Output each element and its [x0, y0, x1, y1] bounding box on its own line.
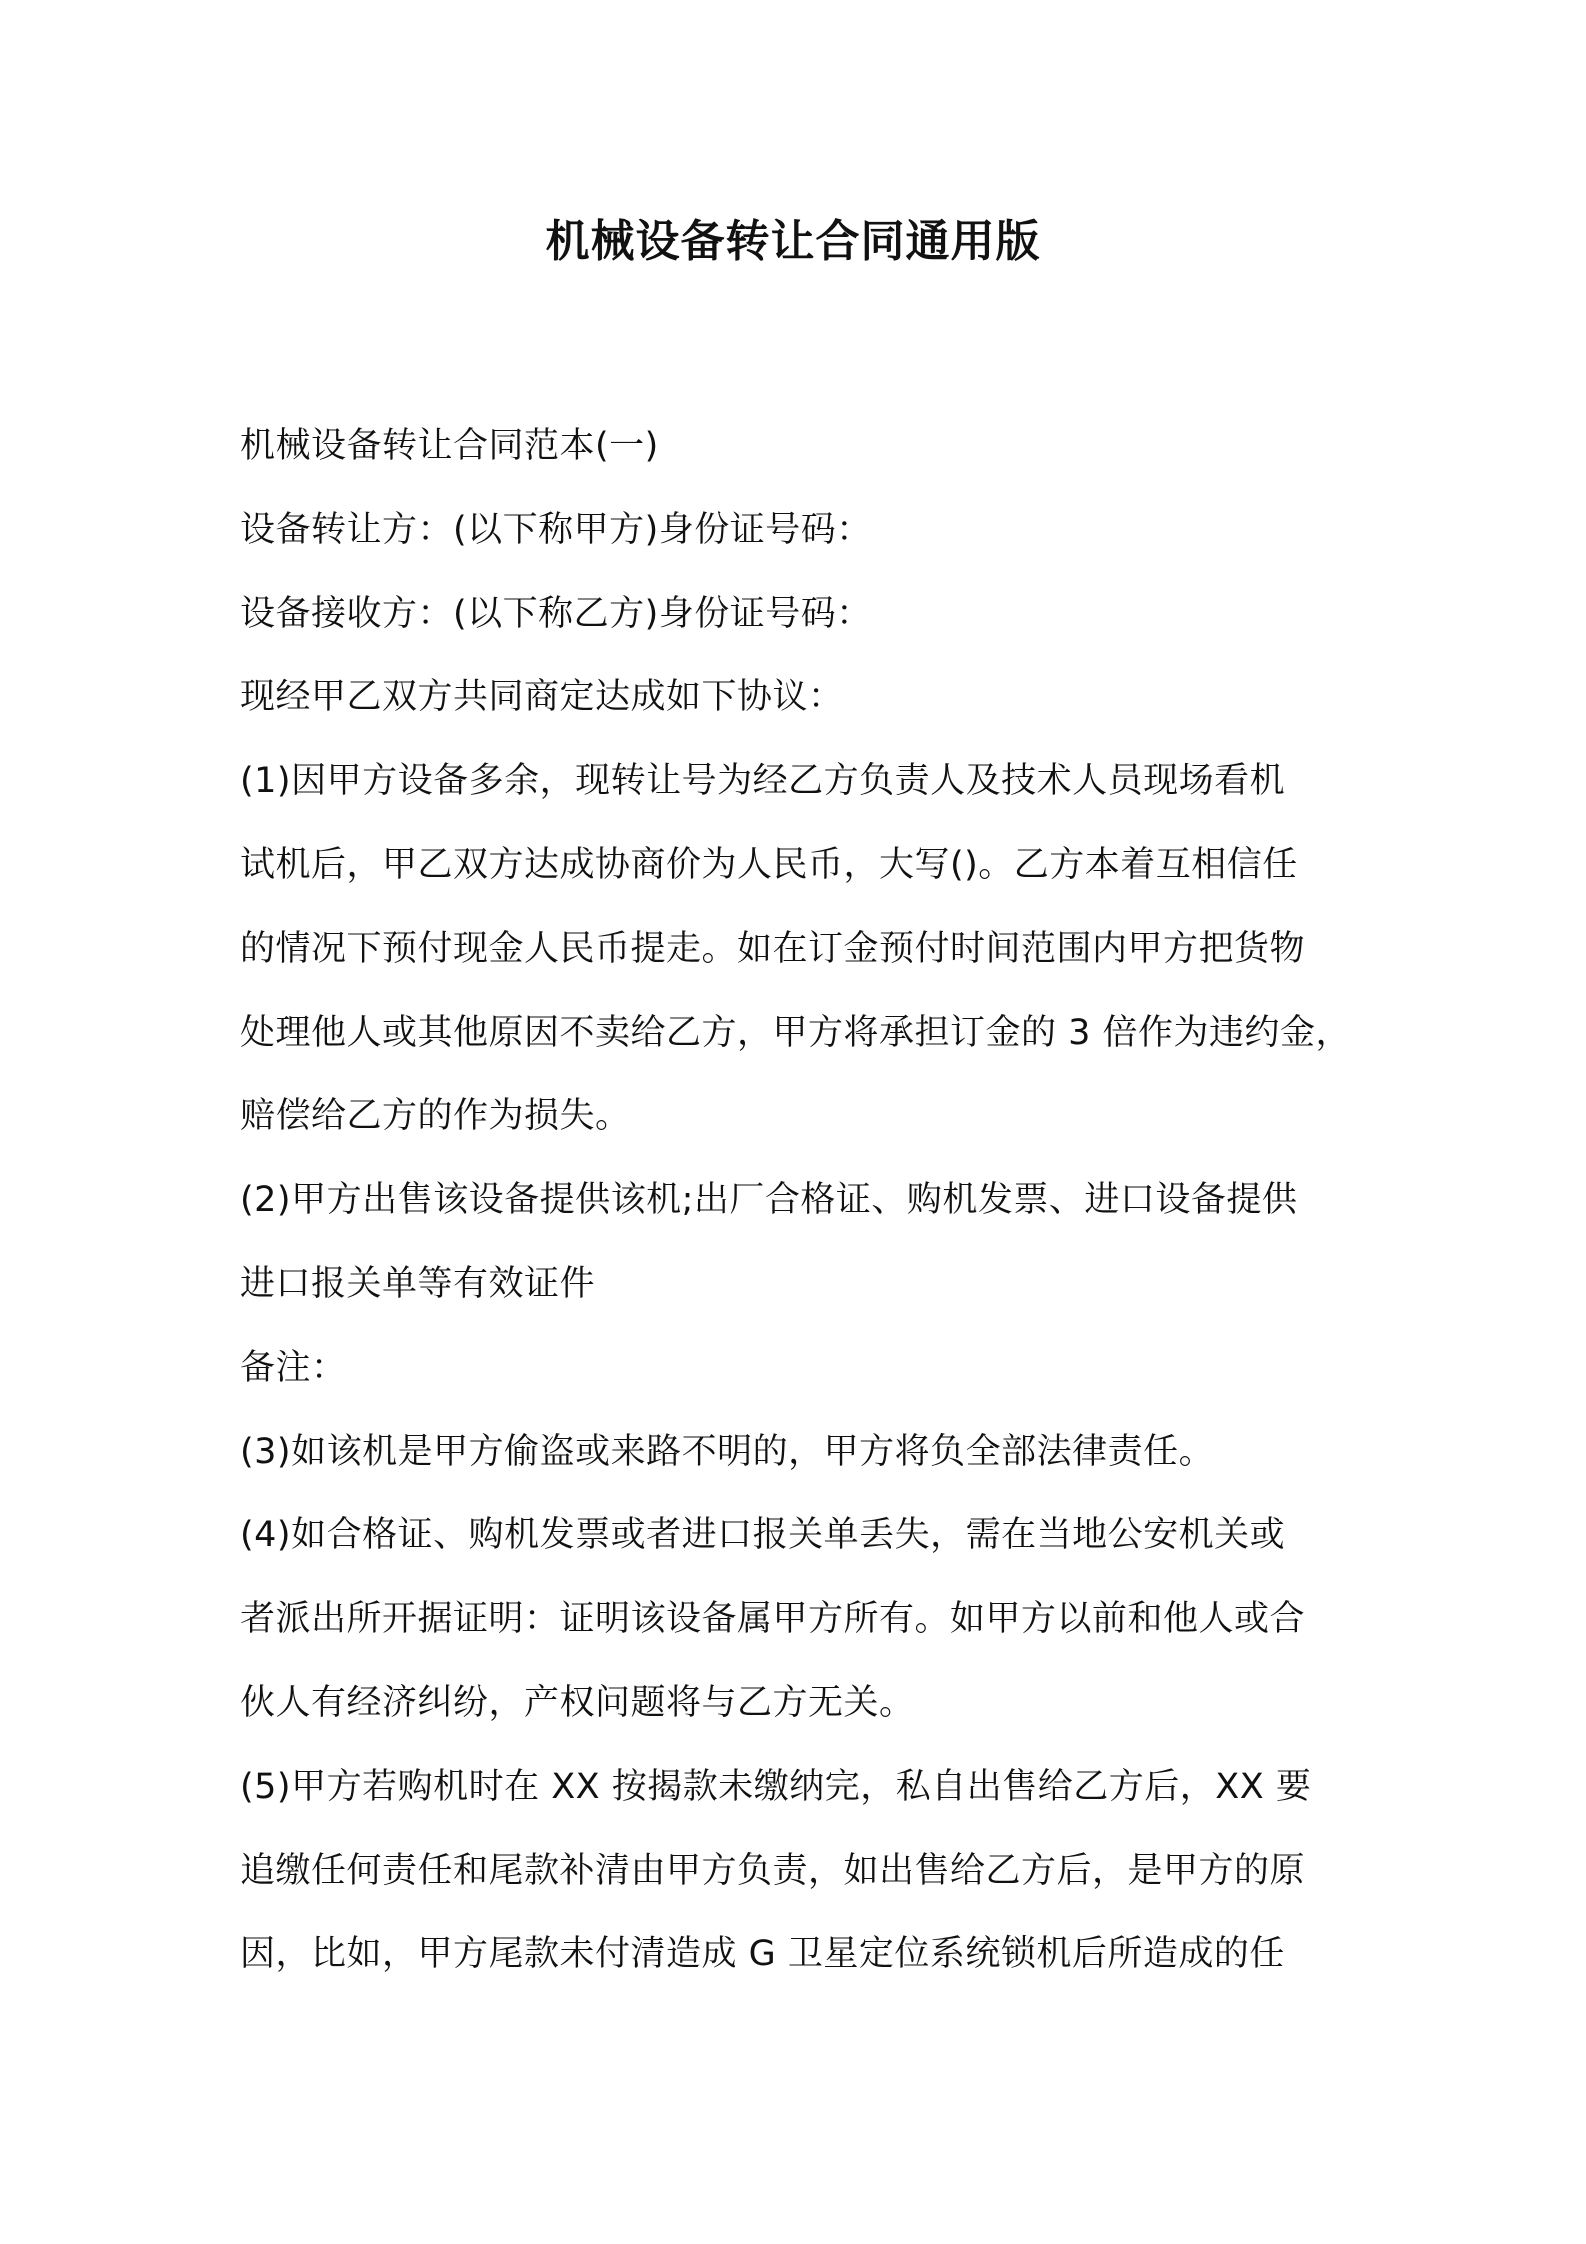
- body-line: 设备接收方：(以下称乙方)身份证号码：: [240, 593, 872, 634]
- body-line: (3)如该机是甲方偷盗或来路不明的，甲方将负全部法律责任。: [240, 1431, 1215, 1472]
- body-line: 机械设备转让合同范本(一): [240, 426, 659, 466]
- body-line: 的情况下预付现金人民币提走。如在订金预付时间范围内甲方把货物: [240, 928, 1306, 969]
- body-line: 赔偿给乙方的作为损失。: [240, 1096, 631, 1137]
- body-line: 者派出所开据证明：证明该设备属甲方所有。如甲方以前和他人或合: [240, 1599, 1306, 1640]
- body-line: (2)甲方出售该设备提供该机;出厂合格证、购机发票、进口设备提供: [240, 1180, 1298, 1221]
- body-line: 追缴任何责任和尾款补清由甲方负责，如出售给乙方后，是甲方的原: [240, 1850, 1306, 1891]
- body-line: 备注：: [240, 1347, 347, 1388]
- document-body: [240, 405, 1370, 1997]
- document-title: 机械设备转让合同通用版: [545, 216, 1041, 267]
- body-line: 设备转让方：(以下称甲方)身份证号码：: [240, 509, 872, 550]
- body-line: 因，比如，甲方尾款未付清造成 G 卫星定位系统锁机后所造成的任: [240, 1934, 1285, 1975]
- body-line: 试机后，甲乙双方达成协商价为人民币，大写()。乙方本着互相信任: [240, 844, 1298, 885]
- body-line: (5)甲方若购机时在 XX 按揭款未缴纳完，私自出售给乙方后，XX 要: [240, 1766, 1312, 1807]
- body-line: 进口报关单等有效证件: [240, 1263, 596, 1304]
- body-line: (4)如合格证、购机发票或者进口报关单丢失，需在当地公安机关或: [240, 1515, 1286, 1556]
- body-line: 伙人有经济纠纷，产权问题将与乙方无关。: [240, 1682, 915, 1723]
- body-line: (1)因甲方设备多余，现转让号为经乙方负责人及技术人员现场看机: [240, 761, 1286, 802]
- body-line: 处理他人或其他原因不卖给乙方，甲方将承担订金的 3 倍作为违约金，: [240, 1012, 1352, 1053]
- body-line: 现经甲乙双方共同商定达成如下协议：: [240, 677, 844, 718]
